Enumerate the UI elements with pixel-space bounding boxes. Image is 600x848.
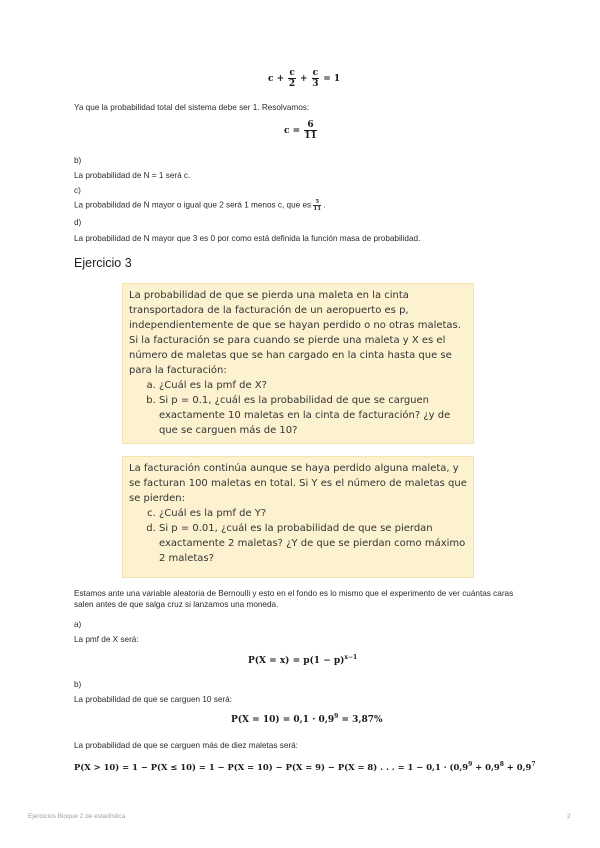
text-total: Ya que la probabilidad total del sistema debe ser 1. Resolvamos: xyxy=(74,103,310,112)
answer-label-a: a) xyxy=(74,620,82,629)
equation-pmf: $P(X = x) = p(1 - p)^{x-1}$ xyxy=(248,654,358,666)
box1-item-a: a. ¿Cuál es la pmf de X? xyxy=(159,378,467,393)
answer-text-b: La probabilidad de que se carguen 10 será: xyxy=(74,695,232,704)
fraction-6-11: $\frac{6}{11}$ xyxy=(304,120,317,141)
exercise-title: Ejercicio 3 xyxy=(74,256,132,270)
fraction-c-3: $\frac{c}{3}$ xyxy=(312,68,319,89)
equation-p10: $P(X = 10) = 0,1 \cdot 0,9^9 = 3,87\%$ xyxy=(231,713,383,725)
answer-intro: Estamos ante una variable aleatoria de Bernoulli y esto en el fondo es lo mismo que el experimento de ver cuántas caras salen antes de que salga cruz si lanzamos una moneda. xyxy=(74,589,514,609)
eq-rhs: = 1 xyxy=(323,74,341,84)
text-c: La probabilidad de N mayor o igual que 2 será 1 menos c, que es $\frac{5}{11}$ . xyxy=(74,199,326,212)
label-d: d) xyxy=(74,218,82,227)
label-c: c) xyxy=(74,186,81,195)
answer-label-b: b) xyxy=(74,680,82,689)
eq-term: c xyxy=(268,74,274,84)
exercise-box-2 xyxy=(122,456,474,578)
text-c-prefix: La probabilidad de N mayor o igual que 2 será 1 menos c, que es xyxy=(74,200,312,210)
eq-op: + xyxy=(299,74,308,84)
box2-item-c: c. ¿Cuál es la pmf de Y? xyxy=(159,506,467,521)
equation-more-than-10: P(X > 10) = 1 − P(X ≤ 10) = 1 − P(X = 10) − P(X = 9) − P(X = 8) . . . = $1 - 0,1 \cdot (0,9^9 + 0,9^8 + 0,9^7$ xyxy=(74,761,536,772)
box2-item-d: d. Si p = 0.01, ¿cuál es la probabilidad de que se pierdan exactamente 2 maletas? ¿Y de que se pierdan como máximo 2 maletas? xyxy=(159,521,467,566)
fraction-5-11: $\frac{5}{11}$ xyxy=(313,199,322,212)
equation-c xyxy=(284,120,318,141)
text-b: La probabilidad de N = 1 será c. xyxy=(74,171,191,180)
eq-lhs: c = xyxy=(284,126,301,136)
footer-page-number: 2 xyxy=(567,813,571,820)
box2-list xyxy=(129,506,467,566)
box2-paragraph: La facturación continúa aunque se haya perdido alguna maleta, y se facturan 100 maletas en total. Si Y es el número de maletas que se pierden: xyxy=(129,463,467,504)
box1-paragraph: La probabilidad de que se pierda una maleta en la cinta transportadora de la facturación de un aeropuerto es p, independientemente de que se hayan perdido o no otras maletas. Si la facturación se para cuando se pierde una maleta y X es el número de maletas que se han cargado en la cinta hasta que se para la facturación: xyxy=(129,290,461,376)
footer-title: Ejercicios Bloque 2 de estadística xyxy=(28,813,126,820)
answer-text-a: La pmf de X será: xyxy=(74,635,139,644)
label-b: b) xyxy=(74,156,82,165)
exercise-box-1 xyxy=(122,283,474,444)
eq-op: + xyxy=(276,74,285,84)
equation-sum xyxy=(268,68,340,89)
answer-text-more: La probabilidad de que se carguen más de diez maletas será: xyxy=(74,741,298,750)
text-d: La probabilidad de N mayor que 3 es 0 por como está definida la función masa de probabilidad. xyxy=(74,234,421,243)
fraction-c-2: $\frac{c}{2}$ xyxy=(288,68,296,89)
box1-list xyxy=(129,378,467,438)
box1-item-b: b. Si p = 0.1, ¿cuál es la probabilidad de que se carguen exactamente 10 maletas en la cinta de facturación? ¿y de que se carguen más de 10? xyxy=(159,393,467,438)
